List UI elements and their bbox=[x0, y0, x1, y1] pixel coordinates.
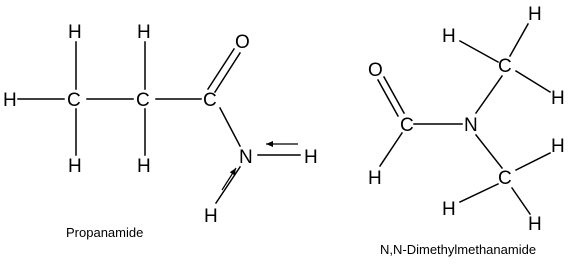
bond-n-c-methyl-top bbox=[476, 76, 502, 113]
bond-methyl-bottom-h-left bbox=[460, 184, 498, 202]
atom-h-bottom-bottom: H bbox=[528, 214, 542, 235]
atom-c2: C bbox=[136, 90, 150, 111]
atom-c-carbonyl: C bbox=[400, 115, 414, 136]
atom-h-carbonyl: H bbox=[368, 168, 382, 189]
atom-c1: C bbox=[67, 90, 81, 111]
bond-methyl-bottom-h-right bbox=[516, 153, 550, 170]
atom-h-n-bottom: H bbox=[204, 206, 218, 227]
atom-h-top-left: H bbox=[442, 26, 456, 47]
bond-methyl-top-h-top bbox=[510, 24, 528, 56]
atom-h-c1-top: H bbox=[68, 22, 82, 43]
atom-c-methyl-top: C bbox=[498, 56, 512, 77]
dimethylmethanamide-label: N,N-Dimethylmethanamide bbox=[380, 242, 537, 257]
propanamide-label: Propanamide bbox=[66, 225, 144, 240]
atom-h-bottom-left: H bbox=[442, 199, 456, 220]
bond-methyl-bottom-h-bottom bbox=[512, 188, 530, 214]
bond-methyl-top-h-right bbox=[516, 71, 550, 92]
atom-o: O bbox=[235, 32, 250, 53]
atom-h-left: H bbox=[3, 90, 17, 111]
atom-h-top-right: H bbox=[551, 88, 565, 109]
dimethylmethanamide-structure bbox=[368, 4, 565, 257]
atom-n: N bbox=[239, 147, 253, 168]
atom-c3: C bbox=[203, 90, 217, 111]
atom-h-top-top: H bbox=[528, 4, 542, 25]
bond-n-h-bottom bbox=[216, 167, 240, 203]
arrow-h-bottom-to-n bbox=[222, 168, 236, 190]
bond-c-h bbox=[380, 133, 402, 166]
atom-h-n-right: H bbox=[304, 147, 318, 168]
atom-h-c1-bottom: H bbox=[68, 156, 82, 177]
atom-c-methyl-bottom: C bbox=[498, 168, 512, 189]
bond-c3-n bbox=[220, 108, 240, 146]
atom-h-bottom-right: H bbox=[551, 136, 565, 157]
atom-n: N bbox=[464, 115, 478, 136]
bond-methyl-top-h-left bbox=[460, 41, 498, 62]
atom-h-c2-top: H bbox=[137, 22, 151, 43]
atom-h-c2-bottom: H bbox=[137, 156, 151, 177]
atom-o: O bbox=[368, 60, 383, 81]
bond-n-c-methyl-bottom bbox=[476, 135, 502, 168]
propanamide-structure bbox=[3, 22, 318, 240]
